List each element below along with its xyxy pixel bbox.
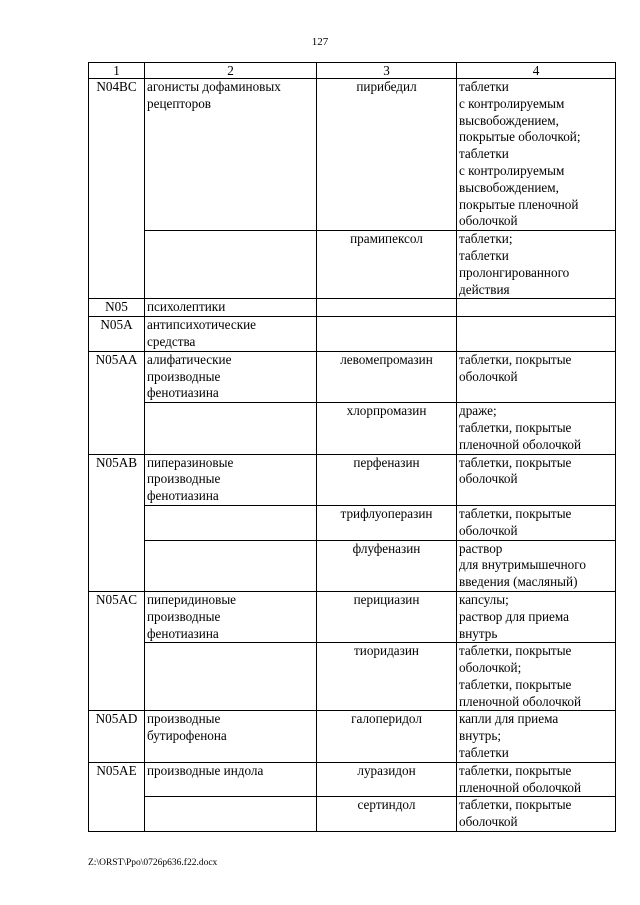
drug-name: пирибедил <box>317 79 457 231</box>
table-row <box>89 231 616 299</box>
group-name: пиперазиновые производные фенотиазина <box>145 454 317 505</box>
table-row <box>89 317 616 352</box>
group-name <box>145 797 317 832</box>
group-name <box>145 505 317 540</box>
dosage-forms <box>457 317 616 352</box>
table-row <box>89 403 616 454</box>
dosage-forms: таблетки с контролируемым высвобождением, покрытые оболочкой; таблетки с контролируемым высвобождением, покрытые пленочной оболочкой <box>457 79 616 231</box>
atc-code: N05AC <box>89 591 145 711</box>
table-row <box>89 797 616 832</box>
column-header: 3 <box>317 63 457 79</box>
drug-name: сертиндол <box>317 797 457 832</box>
table-row <box>89 351 616 402</box>
drug-name: флуфеназин <box>317 540 457 591</box>
dosage-forms: таблетки, покрытые оболочкой <box>457 351 616 402</box>
group-name: производные бутирофенона <box>145 711 317 762</box>
drug-name: перфеназин <box>317 454 457 505</box>
group-name: пиперидиновые производные фенотиазина <box>145 591 317 642</box>
column-header: 4 <box>457 63 616 79</box>
group-name: производные индола <box>145 762 317 797</box>
group-name: психолептики <box>145 299 317 317</box>
column-header: 2 <box>145 63 317 79</box>
dosage-forms: драже; таблетки, покрытые пленочной оболочкой <box>457 403 616 454</box>
atc-code: N05A <box>89 317 145 352</box>
dosage-forms: таблетки; таблетки пролонгированного действия <box>457 231 616 299</box>
dosage-forms: таблетки, покрытые оболочкой <box>457 505 616 540</box>
group-name: антипсихотические средства <box>145 317 317 352</box>
dosage-forms: таблетки, покрытые оболочкой; таблетки, покрытые пленочной оболочкой <box>457 643 616 711</box>
table-row <box>89 79 616 231</box>
group-name: алифатические производные фенотиазина <box>145 351 317 402</box>
drug-name: хлорпромазин <box>317 403 457 454</box>
atc-code: N05AE <box>89 762 145 831</box>
group-name <box>145 540 317 591</box>
page-number: 127 <box>311 36 329 48</box>
group-name <box>145 403 317 454</box>
table-row <box>89 454 616 505</box>
footer-file-path: Z:\ORST\Ppo\0726p636.f22.docx <box>88 858 218 868</box>
dosage-forms: таблетки, покрытые пленочной оболочкой <box>457 762 616 797</box>
dosage-forms: таблетки, покрытые оболочкой <box>457 797 616 832</box>
table-row <box>89 591 616 642</box>
drug-name: галоперидол <box>317 711 457 762</box>
drug-name: перициазин <box>317 591 457 642</box>
drug-name: тиоридазин <box>317 643 457 711</box>
atc-code: N05AA <box>89 351 145 454</box>
atc-code: N05AB <box>89 454 145 591</box>
dosage-forms: капли для приема внутрь; таблетки <box>457 711 616 762</box>
atc-code: N05 <box>89 299 145 317</box>
group-name <box>145 231 317 299</box>
drug-name: трифлуоперазин <box>317 505 457 540</box>
drug-table <box>88 62 616 832</box>
table-row <box>89 505 616 540</box>
column-header: 1 <box>89 63 145 79</box>
drug-name <box>317 317 457 352</box>
table-row <box>89 299 616 317</box>
drug-name: левомепромазин <box>317 351 457 402</box>
table-row <box>89 643 616 711</box>
table-row <box>89 540 616 591</box>
group-name <box>145 643 317 711</box>
dosage-forms: капсулы; раствор для приема внутрь <box>457 591 616 642</box>
drug-name: прамипексол <box>317 231 457 299</box>
dosage-forms <box>457 299 616 317</box>
atc-code: N04BC <box>89 79 145 299</box>
group-name: агонисты дофаминовых рецепторов <box>145 79 317 231</box>
dosage-forms: таблетки, покрытые оболочкой <box>457 454 616 505</box>
atc-code: N05AD <box>89 711 145 762</box>
dosage-forms: раствор для внутримышечного введения (масляный) <box>457 540 616 591</box>
drug-name <box>317 299 457 317</box>
drug-name: луразидон <box>317 762 457 797</box>
table-row <box>89 711 616 762</box>
table-header-row <box>89 63 616 79</box>
table-row <box>89 762 616 797</box>
